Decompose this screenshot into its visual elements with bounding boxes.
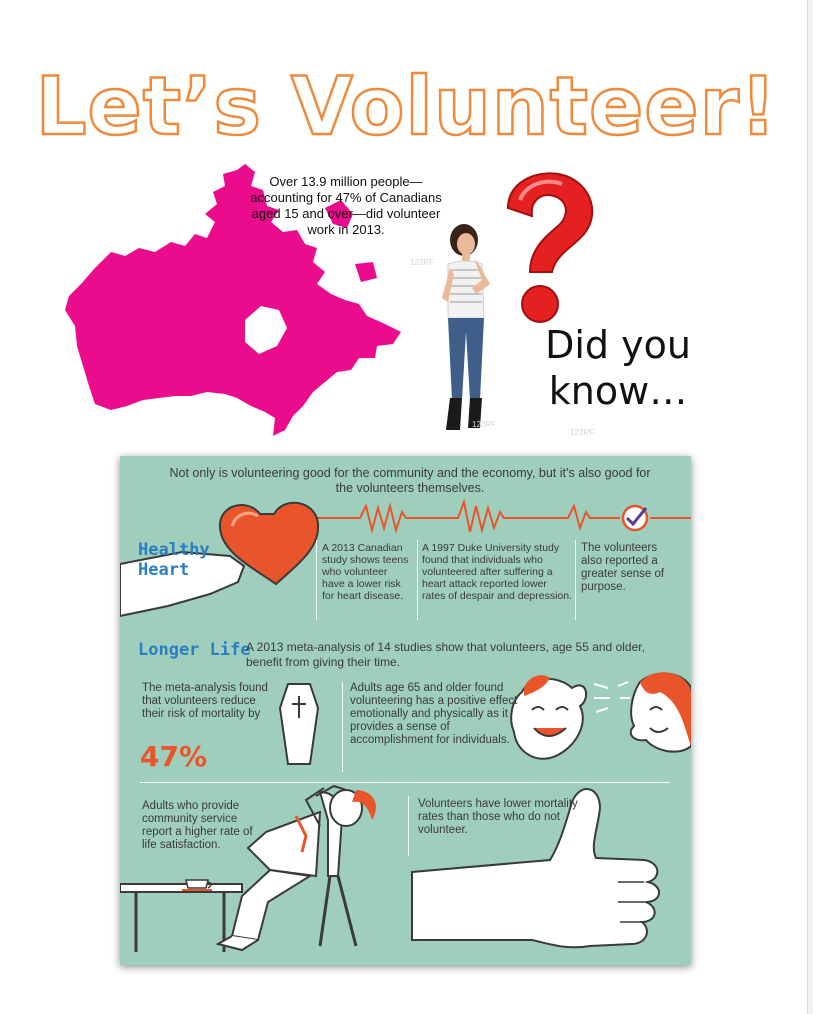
divider: [575, 540, 576, 620]
did-you-line: Did you: [545, 323, 691, 367]
volunteer-statistic: Over 13.9 million people—accounting for 47% of Canadians aged 15 and over—did volunteer work in 2013.: [250, 174, 442, 237]
divider: [417, 540, 418, 620]
divider: [342, 682, 343, 772]
coffin-icon: [280, 684, 318, 764]
divider: [408, 796, 409, 856]
checkmark-icon: [623, 506, 647, 530]
mortality-reduction-value: 47%: [140, 740, 208, 773]
page-title: Let’s Volunteer!: [35, 60, 778, 153]
divider: [316, 540, 317, 620]
healthy-heart-heading: [138, 540, 210, 580]
know-line: know…: [548, 369, 688, 413]
adults-65-text: Adults age 65 and older found volunteering has a positive effect emotionally and physically as it provides a sense of accomplishment for individuals.: [350, 682, 518, 746]
longer-life-summary: A 2013 meta-analysis of 14 studies show that volunteers, age 55 and older, benefit from giving their time.: [246, 640, 645, 669]
thinking-woman-image: [436, 222, 496, 434]
intro-text: Not only is volunteering good for the community and the economy, but it’s also good for the volunteers themselves.: [169, 466, 651, 495]
heart-fact-duke: A 1997 Duke University study found that individuals who volunteered after suffering a heart attack reported lower rates of despair and depression.: [422, 542, 573, 602]
watermark: 123RF: [410, 258, 435, 267]
life-satisfaction-text: Adults who provide community service report a higher rate of life satisfaction.: [142, 800, 253, 851]
heart-fact-canadian: A 2013 Canadian study shows teens who volunteer have a lower risk for heart disease.: [322, 542, 409, 602]
heading-line: Healthy: [138, 540, 210, 560]
health-infographic: [120, 456, 691, 965]
longer-life-heading: Longer Life: [138, 640, 251, 660]
laughing-faces-icon: [511, 672, 691, 758]
watermark: 123RF: [570, 428, 595, 437]
heading-line: Heart: [138, 560, 190, 580]
mortality-text: The meta-analysis found that volunteers reduce their risk of mortality by: [142, 682, 268, 720]
question-mark-icon: [492, 168, 604, 330]
heart-fact-purpose: The volunteers also reported a greater sense of purpose.: [581, 542, 665, 593]
did-you-know-heading: [528, 322, 708, 414]
watermark: 123RF: [472, 420, 497, 429]
divider: [140, 782, 670, 783]
mortality-rates-text: Volunteers have lower mortality rates than those who do not volunteer.: [418, 798, 578, 836]
